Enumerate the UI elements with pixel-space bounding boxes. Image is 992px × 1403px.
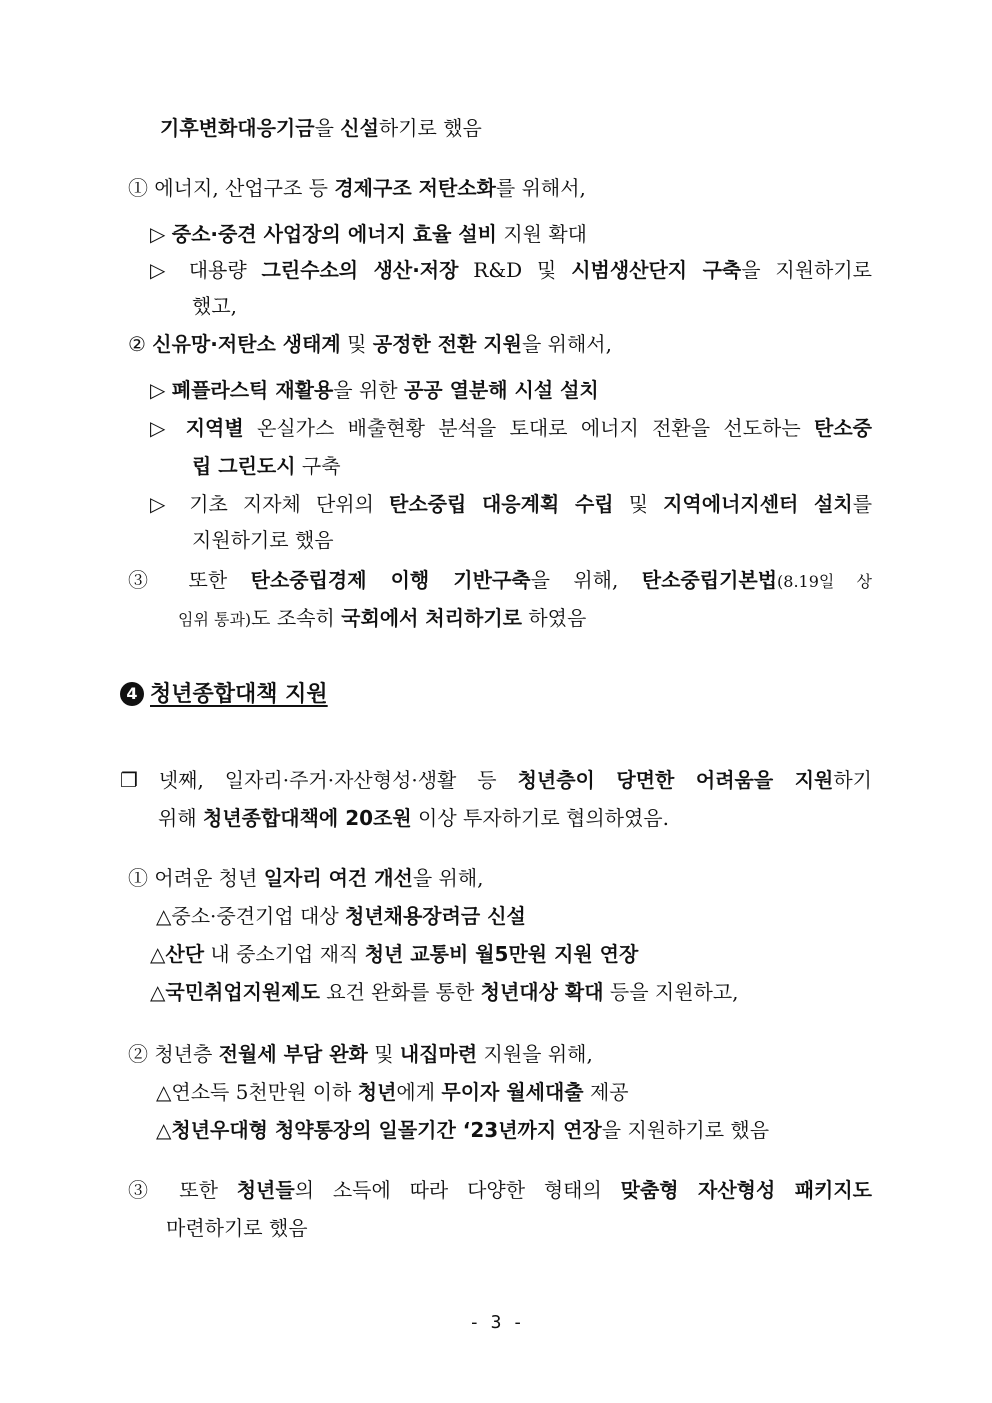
s3-item3-cont: 임위 통과)도 조속히 국회에서 처리하기로 하였음 [178,606,587,630]
section4-title: 청년종합대책 지원 [150,682,328,707]
s3-item3-lead: ③ 또한 탄소중립경제 이행 기반구축을 위해, 탄소중립기본법(8.19일 상 [128,568,872,592]
s3-item2-sub1: ▷ 폐플라스틱 재활용을 위한 공공 열분해 시설 설치 [150,378,599,402]
s4-item1-sub1: △중소·중견기업 대상 청년채용장려금 신설 [156,904,526,928]
s4-item2-sub2: △청년우대형 청약통장의 일몰기간 ‘23년까지 연장을 지원하기로 했음 [156,1118,770,1142]
s3-item2-sub3-cont: 지원하기로 했음 [192,528,334,552]
intro-tail-line: 기후변화대응기금을 신설하기로 했음 [160,116,482,140]
page-number: - 3 - [468,1312,524,1333]
s3-item1-lead: ① 에너지, 산업구조 등 경제구조 저탄소화를 위해서, [128,176,586,200]
s3-item1-sub2-cont: 했고, [192,294,237,318]
s3-item2-lead: ② 신유망·저탄소 생태계 및 공정한 전환 지원을 위해서, [128,332,612,356]
section4-heading [120,680,328,710]
s4-summary-cont: 위해 청년종합대책에 20조원 이상 투자하기로 협의하였음. [158,806,669,830]
s3-item2-sub2: ▷ 지역별 온실가스 배출현황 분석을 토대로 에너지 전환을 선도하는 탄소중 [150,416,872,440]
s3-item2-sub3: ▷ 기초 지자체 단위의 탄소중립 대응계획 수립 및 지역에너지센터 설치를 [150,492,873,516]
s4-item1-sub2: △산단 내 중소기업 재직 청년 교통비 월5만원 지원 연장 [150,942,639,966]
s4-item3-cont: 마련하기로 했음 [166,1216,308,1240]
s4-summary: ❐ 넷째, 일자리·주거·자산형성·생활 등 청년층이 당면한 어려움을 지원하기 [120,768,872,792]
s3-item1-sub1: ▷ 중소·중견 사업장의 에너지 효율 설비 지원 확대 [150,222,587,246]
s3-item2-sub2-cont: 립 그린도시 구축 [192,454,341,478]
s4-item1-sub3: △국민취업지원제도 요건 완화를 통한 청년대상 확대 등을 지원하고, [150,980,739,1004]
s4-item2-lead: ② 청년층 전월세 부담 완화 및 내집마련 지원을 위해, [128,1042,593,1066]
s4-item1-lead: ① 어려운 청년 일자리 여건 개선을 위해, [128,866,484,890]
s3-item1-sub2: ▷ 대용량 그린수소의 생산·저장 R&D 및 시범생산단지 구축을 지원하기로 [150,258,872,282]
section-number-badge: 4 [120,682,144,706]
s4-item3-lead: ③ 또한 청년들의 소득에 따라 다양한 형태의 맞춤형 자산형성 패키지도 [128,1178,872,1202]
s4-item2-sub1: △연소득 5천만원 이하 청년에게 무이자 월세대출 제공 [156,1080,629,1104]
